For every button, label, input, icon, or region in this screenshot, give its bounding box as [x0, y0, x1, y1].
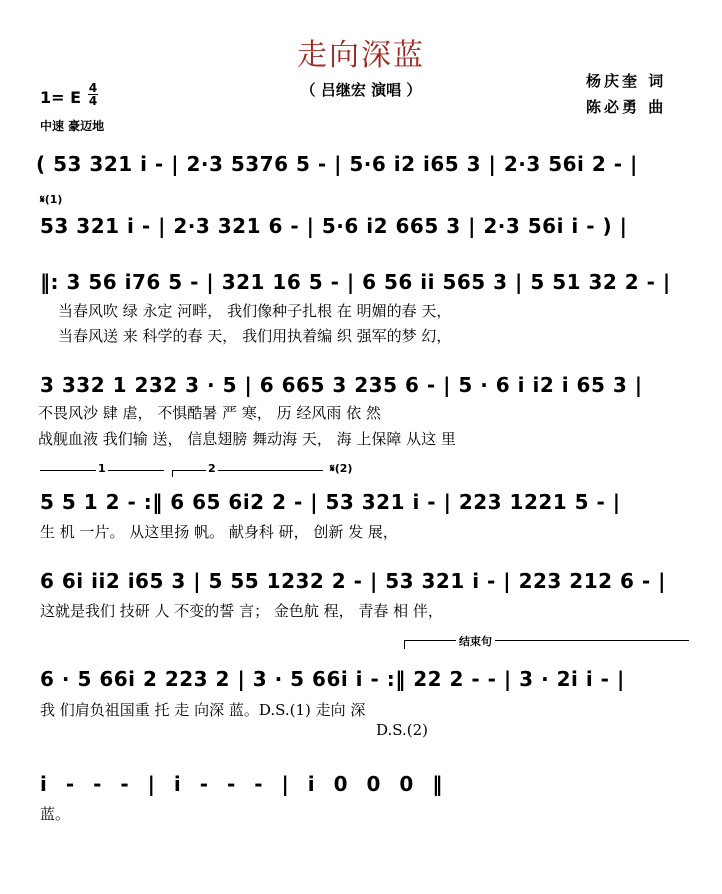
notation-line-8: i - - - | i - - - | i 0 0 0 ‖ — [40, 772, 449, 796]
lyric-line-4a: 不畏风沙 肆 虐， 不惧酷暑 严 寒， 历 经风雨 依 然 — [38, 404, 381, 422]
lyricist-credit: 杨庆奎 词 — [586, 72, 667, 90]
notation-line-1: ( 53 321 i - | 2·3 5376 5 - | 5·6 i2 i65 3 | 2·3 56i 2 - | — [36, 152, 638, 176]
notation-line-6: 6 6i ii2 i65 3 | 5 55 1232 2 - | 53 321 i - | 223 212 6 - | — [40, 569, 666, 593]
notation-line-4: 3 332 1 232 3 · 5 | 6 665 3 235 6 - | 5 · 6 i i2 i 65 3 | — [40, 373, 643, 397]
time-signature — [88, 82, 98, 107]
volta-2-bracket — [172, 470, 323, 477]
volta-2-label: 2 — [208, 462, 216, 475]
lyric-line-8: 蓝。 — [40, 805, 71, 823]
lyric-line-5: 生 机 一片。 从这里扬 帆。 献身科 研， 创新 发 展， — [40, 523, 398, 541]
key-signature: 1= E — [40, 88, 82, 107]
time-signature-bottom: 4 — [88, 94, 98, 108]
segno-2: 𝄋(2) — [330, 462, 353, 475]
lyric-line-3b: 当春风送 来 科学的春 天， 我们用执着编 织 强军的梦 幻， — [58, 327, 452, 345]
ds-2-marking: D.S.(2) — [376, 721, 429, 739]
volta-1-label: 1 — [98, 462, 106, 475]
notation-line-2: 53 321 i - | 2·3 321 6 - | 5·6 i2 665 3 | 2·3 56i i - ) | — [40, 214, 628, 238]
tempo-marking: 中速 豪迈地 — [40, 119, 105, 133]
ending-bracket — [404, 640, 689, 649]
notation-line-5: 5 5 1 2 - :‖ 6 65 6i2 2 - | 53 321 i - | 223 1221 5 - | — [40, 490, 621, 514]
lyric-line-4b: 战舰血液 我们输 送， 信息翅膀 舞动海 天， 海 上保障 从这 里 — [38, 430, 456, 448]
ending-label: 结束句 — [456, 633, 495, 649]
lyric-line-6: 这就是我们 技研 人 不变的誓 言； 金色航 程， 青春 相 伴， — [40, 602, 443, 620]
notation-line-7: 6 · 5 66i 2 223 2 | 3 · 5 66i i - :‖ 22 2 - - | 3 · 2i i - | — [40, 667, 625, 691]
notation-line-3: ‖: 3 56 i76 5 - | 321 16 5 - | 6 56 ii 565 3 | 5 51 32 2 - | — [40, 270, 671, 294]
segno-1: 𝄋(1) — [40, 193, 63, 206]
song-title: 走向深蓝 — [297, 38, 425, 73]
time-signature-top: 4 — [88, 81, 98, 95]
lyric-line-7: 我 们肩负祖国重 托 走 向深 蓝。D.S.(1) 走向 深 — [40, 701, 366, 719]
singer-credit: （ 吕继宏 演唱 ） — [300, 81, 422, 99]
composer-credit: 陈必勇 曲 — [586, 98, 667, 116]
lyric-line-3a: 当春风吹 绿 永定 河畔， 我们像种子扎根 在 明媚的春 天， — [58, 302, 452, 320]
